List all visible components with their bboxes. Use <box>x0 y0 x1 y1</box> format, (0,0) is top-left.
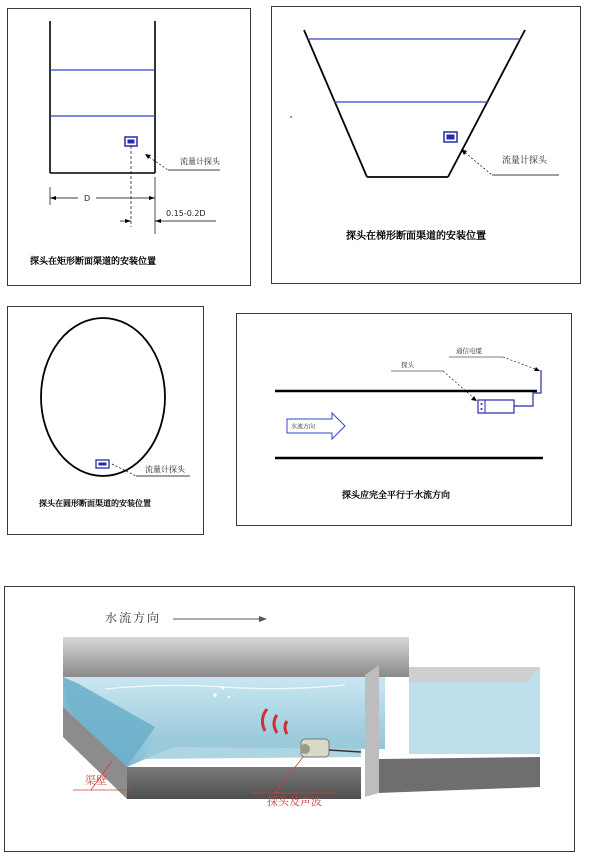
panel-caption: 探头在矩形断面渠道的安装位置 <box>30 257 157 267</box>
probe-icon <box>478 400 514 413</box>
arrow-head <box>125 219 131 223</box>
communication-cable <box>514 370 541 406</box>
arrow-head <box>155 219 161 223</box>
probe-icon-core <box>99 463 107 466</box>
panel-trapezoidal-channel <box>271 6 581 284</box>
probe-label: 探头 <box>401 361 414 369</box>
arrow-head <box>534 367 540 371</box>
panel-circular-channel <box>7 306 204 535</box>
rectangular-channel-diagram <box>8 9 249 284</box>
probe-label: 流量计探头 <box>145 465 185 474</box>
channel-right-wall <box>448 30 525 177</box>
dimension-d-label: D <box>84 194 91 203</box>
divider-wall <box>365 665 379 797</box>
arrow-head <box>145 154 151 159</box>
panel-caption: 探头应完全平行于水流方向 <box>342 491 451 501</box>
panel-rectangular-channel <box>7 8 251 286</box>
channel-base-right <box>379 757 540 793</box>
channel-left-wall <box>304 30 367 177</box>
probe-parallel-diagram <box>237 314 570 524</box>
panel-3d-channel <box>4 586 575 852</box>
stray-dot <box>290 116 292 118</box>
probe-icon-core <box>447 135 455 140</box>
probe-device-head <box>300 744 310 754</box>
probe-icon-dot <box>481 408 483 410</box>
flow-direction-label: 水流方向 <box>105 611 162 625</box>
wall-label: 渠壁 <box>85 774 107 787</box>
arrow-head <box>149 196 155 200</box>
probe-wave-label: 探头及声波 <box>267 795 322 808</box>
panel-probe-parallel <box>236 313 572 526</box>
panel-caption: 探头在梯形断面渠道的安装位置 <box>346 231 486 242</box>
flow-direction-label: 水流方向 <box>291 423 316 431</box>
arrow-head <box>471 396 477 401</box>
probe-icon-dot <box>481 403 483 405</box>
bubble <box>213 693 217 697</box>
bubble <box>222 687 225 690</box>
arrow-head <box>259 616 267 622</box>
arrow-head <box>50 196 56 200</box>
channel-circle <box>41 318 165 476</box>
channel-base-front <box>127 767 361 799</box>
channel-3d-illustration <box>5 587 573 850</box>
downstream-wall-top <box>409 667 540 682</box>
trapezoidal-channel-diagram <box>272 7 579 282</box>
probe-label: 流量计探头 <box>180 157 220 166</box>
cable-label: 通信电缆 <box>456 347 482 355</box>
dimension-offset-label: 0.15-0.2D <box>166 209 206 218</box>
probe-icon-core <box>128 140 135 144</box>
probe-label: 流量计探头 <box>502 156 548 166</box>
probe-leader-line <box>443 371 476 400</box>
bubble <box>228 696 230 698</box>
circular-channel-diagram <box>8 307 202 533</box>
far-channel-wall <box>63 637 409 677</box>
cable-leader-line <box>503 357 538 370</box>
probe-leader-line <box>462 150 492 175</box>
panel-caption: 探头在圆形断面渠道的安装位置 <box>39 498 151 508</box>
